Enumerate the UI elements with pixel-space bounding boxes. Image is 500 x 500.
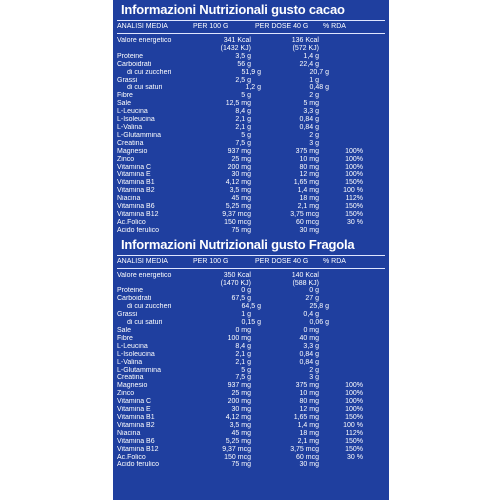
value-per-dose: 0,84 g bbox=[299, 350, 319, 358]
value-per-dose: 0,84 g bbox=[299, 123, 319, 131]
value-per-100g: 64,5 g bbox=[241, 303, 261, 311]
value-rda bbox=[333, 319, 373, 327]
table-row bbox=[117, 343, 385, 351]
table-row bbox=[117, 390, 385, 398]
value-per-100g: 341 Kcal bbox=[223, 37, 251, 44]
value-rda: 30 % bbox=[347, 453, 363, 461]
row-label: Grassi bbox=[117, 311, 138, 319]
value-per-dose: 0,84 g bbox=[299, 116, 319, 124]
value-rda: 30 % bbox=[347, 218, 363, 226]
row-label: Valore energetico bbox=[117, 37, 172, 44]
table-row bbox=[117, 406, 385, 414]
value-rda bbox=[323, 92, 363, 100]
value-rda: 100% bbox=[345, 382, 363, 390]
table-row bbox=[117, 287, 385, 295]
value-per-dose: 1,4 mg bbox=[297, 187, 319, 195]
value-rda: 100% bbox=[345, 171, 363, 179]
row-label: Vitamina E bbox=[117, 171, 151, 179]
header-per-100g: PER 100 G bbox=[193, 257, 229, 265]
value-rda bbox=[323, 37, 363, 45]
value-rda: 112% bbox=[345, 195, 363, 203]
value-per-100g: 3,5 mg bbox=[229, 421, 251, 429]
value-per-100g: 937 mg bbox=[227, 147, 251, 155]
row-label bbox=[117, 280, 193, 288]
value-per-100g: 56 g bbox=[237, 60, 251, 68]
nutrition-label-panel bbox=[113, 0, 389, 500]
value-per-100g: 4,12 mg bbox=[225, 413, 251, 421]
table-row bbox=[117, 179, 385, 187]
value-per-dose: 0 mg bbox=[303, 327, 319, 334]
value-rda bbox=[323, 295, 363, 303]
row-label: Valore energetico bbox=[117, 271, 172, 279]
value-per-dose: 2,1 mg bbox=[297, 203, 319, 211]
value-rda: 112% bbox=[345, 429, 363, 437]
value-per-100g: 2,1 g bbox=[235, 358, 251, 366]
table-row bbox=[117, 335, 385, 343]
row-label bbox=[117, 45, 193, 53]
value-rda bbox=[333, 84, 373, 92]
value-per-dose: 27 g bbox=[305, 295, 319, 303]
row-label: Vitamina B2 bbox=[117, 421, 155, 429]
value-per-100g: 937 mg bbox=[227, 382, 251, 390]
table-row bbox=[117, 171, 385, 179]
table-row bbox=[117, 382, 385, 390]
value-per-dose: 1,65 mg bbox=[293, 179, 319, 187]
value-rda bbox=[323, 461, 363, 469]
value-per-dose: 0,4 g bbox=[303, 311, 319, 319]
table-row bbox=[117, 351, 385, 359]
table-row bbox=[117, 227, 385, 235]
value-rda: 100% bbox=[345, 147, 363, 155]
table-row bbox=[117, 132, 385, 140]
value-per-100g: 30 mg bbox=[231, 171, 251, 179]
row-label: Vitamina B12 bbox=[117, 445, 159, 453]
value-rda bbox=[323, 343, 363, 351]
value-per-dose: 2 g bbox=[309, 366, 319, 374]
header-per-100g: PER 100 G bbox=[193, 23, 229, 30]
value-rda: 100% bbox=[345, 406, 363, 414]
table-row bbox=[117, 92, 385, 100]
value-per-dose: 3 g bbox=[309, 139, 319, 147]
value-rda bbox=[323, 311, 363, 319]
value-per-100g: 5,25 mg bbox=[225, 203, 251, 211]
row-label: Vitamina B6 bbox=[117, 437, 155, 445]
value-per-dose: 0 g bbox=[309, 287, 319, 295]
table-row bbox=[117, 148, 385, 156]
value-per-dose: (572 KJ) bbox=[292, 44, 319, 52]
table-row bbox=[117, 69, 385, 77]
value-per-100g: 4,12 mg bbox=[225, 179, 251, 187]
value-rda bbox=[323, 116, 363, 124]
row-label: Zinco bbox=[117, 155, 135, 163]
row-label: Ac.Folico bbox=[117, 453, 146, 461]
table-row bbox=[117, 414, 385, 422]
value-per-dose: 20,7 g bbox=[309, 68, 329, 76]
header-per-dose: PER DOSE 40 G bbox=[255, 257, 309, 265]
table-row bbox=[117, 446, 385, 454]
row-label: Proteine bbox=[117, 52, 144, 60]
value-per-100g: (1470 KJ) bbox=[220, 279, 251, 287]
row-label: di cui saturi bbox=[127, 84, 163, 92]
row-label: Vitamina C bbox=[117, 398, 152, 406]
row-label: Fibre bbox=[117, 334, 133, 342]
table-row bbox=[117, 164, 385, 172]
row-label: Magnesio bbox=[117, 147, 148, 155]
table-body bbox=[113, 269, 389, 470]
value-per-100g: 150 mcg bbox=[224, 453, 251, 461]
value-rda: 100 % bbox=[343, 421, 363, 429]
row-label: Carboidrati bbox=[117, 295, 152, 303]
header-per-dose: PER DOSE 40 G bbox=[255, 23, 309, 30]
value-per-dose: 3,3 g bbox=[303, 342, 319, 350]
table-row bbox=[117, 422, 385, 430]
row-label: Vitamina B1 bbox=[117, 413, 155, 421]
row-label: Vitamina B1 bbox=[117, 179, 155, 187]
value-per-100g: 51,9 g bbox=[241, 68, 261, 76]
table-row bbox=[117, 84, 385, 92]
table-row bbox=[117, 311, 385, 319]
section-title: Informazioni Nutrizionali gusto cacao bbox=[121, 2, 345, 17]
table-row bbox=[117, 461, 385, 469]
value-rda: 150% bbox=[345, 445, 363, 453]
row-label: Proteine bbox=[117, 287, 144, 295]
value-rda: 100 % bbox=[343, 187, 363, 195]
row-label: Vitamina B2 bbox=[117, 187, 155, 195]
value-rda bbox=[333, 69, 373, 77]
value-per-100g: 8,4 g bbox=[235, 342, 251, 350]
nutrition-section-cacao bbox=[113, 2, 389, 235]
value-per-dose: 12 mg bbox=[299, 406, 319, 414]
header-analysis: ANALISI MEDIA bbox=[117, 257, 168, 265]
row-label: di cui saturi bbox=[127, 319, 163, 327]
table-row bbox=[117, 367, 385, 375]
value-per-100g: 200 mg bbox=[227, 398, 251, 406]
value-per-dose: 136 Kcal bbox=[291, 37, 319, 44]
row-label: L-Valina bbox=[117, 123, 143, 131]
table-row bbox=[117, 37, 385, 45]
table-header bbox=[117, 255, 385, 269]
row-label: Vitamina B12 bbox=[117, 210, 159, 218]
value-per-dose: 0,48 g bbox=[309, 84, 329, 92]
value-rda bbox=[323, 227, 363, 235]
value-per-dose: 1,65 mg bbox=[293, 413, 319, 421]
row-label: di cui zuccheri bbox=[127, 68, 172, 76]
table-row bbox=[117, 295, 385, 303]
row-label: Fibre bbox=[117, 92, 133, 100]
table-row bbox=[117, 61, 385, 69]
value-per-100g: 25 mg bbox=[231, 390, 251, 398]
value-rda: 150% bbox=[345, 203, 363, 211]
value-per-100g: 9,37 mcg bbox=[222, 445, 251, 453]
row-label: Sale bbox=[117, 327, 132, 334]
row-label: Vitamina C bbox=[117, 163, 152, 171]
row-label: Creatina bbox=[117, 374, 144, 382]
value-rda bbox=[333, 303, 373, 311]
table-row bbox=[117, 398, 385, 406]
value-per-dose: 2,1 mg bbox=[297, 437, 319, 445]
value-per-dose: 3,75 mcg bbox=[290, 445, 319, 453]
value-per-100g: 150 mcg bbox=[224, 218, 251, 226]
table-row bbox=[117, 219, 385, 227]
value-per-dose: 1,4 g bbox=[303, 52, 319, 60]
value-per-dose: 40 mg bbox=[299, 334, 319, 342]
value-per-100g: 5 g bbox=[241, 92, 251, 100]
table-row bbox=[117, 374, 385, 382]
value-per-dose: 80 mg bbox=[299, 398, 319, 406]
table-row bbox=[117, 100, 385, 108]
value-per-100g: 75 mg bbox=[231, 461, 251, 469]
value-per-dose: 10 mg bbox=[299, 155, 319, 163]
row-label: Magnesio bbox=[117, 382, 148, 390]
value-per-dose: 375 mg bbox=[295, 147, 319, 155]
value-per-100g: 8,4 g bbox=[235, 108, 251, 116]
table-row bbox=[117, 116, 385, 124]
row-label: Vitamina E bbox=[117, 406, 151, 414]
table-row bbox=[117, 272, 385, 280]
value-per-dose: 0,84 g bbox=[299, 358, 319, 366]
value-per-dose: 0,06 g bbox=[309, 319, 329, 327]
table-row bbox=[117, 359, 385, 367]
table-row bbox=[117, 438, 385, 446]
value-per-dose: 3,75 mcg bbox=[290, 210, 319, 218]
value-per-dose: 80 mg bbox=[299, 163, 319, 171]
value-per-dose: 1 g bbox=[309, 76, 319, 84]
row-label: Carboidrati bbox=[117, 60, 152, 68]
row-label: Acido ferulico bbox=[117, 226, 160, 234]
value-per-100g: 7,5 g bbox=[235, 139, 251, 147]
value-per-100g: (1432 KJ) bbox=[220, 44, 251, 52]
value-rda bbox=[323, 77, 363, 85]
table-row bbox=[117, 280, 385, 288]
nutrition-section-fragola bbox=[113, 237, 389, 470]
table-header bbox=[117, 20, 385, 34]
value-per-100g: 1,2 g bbox=[245, 84, 261, 92]
row-label: Zinco bbox=[117, 390, 135, 398]
table-row bbox=[117, 327, 385, 335]
row-label: L-Glutammina bbox=[117, 131, 161, 139]
value-per-100g: 2,5 g bbox=[235, 76, 251, 84]
value-per-dose: 60 mcg bbox=[296, 453, 319, 461]
value-rda bbox=[323, 140, 363, 148]
table-row bbox=[117, 430, 385, 438]
value-per-dose: 60 mcg bbox=[296, 218, 319, 226]
value-per-dose: 2 g bbox=[309, 92, 319, 100]
value-per-100g: 2,1 g bbox=[235, 123, 251, 131]
value-per-dose: 1,4 mg bbox=[297, 421, 319, 429]
value-per-dose: 12 mg bbox=[299, 171, 319, 179]
value-rda: 150% bbox=[345, 437, 363, 445]
row-label: Niacina bbox=[117, 195, 141, 203]
value-per-dose: 3,3 g bbox=[303, 108, 319, 116]
value-per-100g: 2,1 g bbox=[235, 350, 251, 358]
row-label: Grassi bbox=[117, 76, 138, 84]
value-per-100g: 3,5 g bbox=[235, 52, 251, 60]
value-per-100g: 25 mg bbox=[231, 155, 251, 163]
value-per-100g: 2,1 g bbox=[235, 116, 251, 124]
value-rda bbox=[323, 108, 363, 116]
value-rda bbox=[323, 367, 363, 375]
value-per-dose: 22,4 g bbox=[299, 60, 319, 68]
value-rda bbox=[323, 327, 363, 335]
row-label: L-Leucina bbox=[117, 342, 148, 350]
value-per-100g: 5 g bbox=[241, 366, 251, 374]
value-rda bbox=[323, 132, 363, 140]
value-rda bbox=[323, 100, 363, 108]
row-label: L-Leucina bbox=[117, 108, 148, 116]
value-rda: 100% bbox=[345, 390, 363, 398]
value-rda bbox=[323, 351, 363, 359]
table-row bbox=[117, 77, 385, 85]
value-per-dose: 2 g bbox=[309, 131, 319, 139]
row-label: Niacina bbox=[117, 429, 141, 437]
value-per-100g: 0 g bbox=[241, 287, 251, 295]
value-rda bbox=[323, 359, 363, 367]
row-label: Creatina bbox=[117, 139, 144, 147]
value-per-100g: 9,37 mcg bbox=[222, 210, 251, 218]
row-label: L-Isoleucina bbox=[117, 116, 155, 124]
value-per-100g: 67,5 g bbox=[231, 295, 251, 303]
value-per-dose: 140 Kcal bbox=[291, 271, 319, 279]
value-rda: 100% bbox=[345, 163, 363, 171]
value-per-100g: 3,5 mg bbox=[229, 187, 251, 195]
value-rda bbox=[323, 335, 363, 343]
value-rda: 150% bbox=[345, 210, 363, 218]
table-row bbox=[117, 203, 385, 211]
header-rda: % RDA bbox=[323, 257, 346, 265]
value-per-dose: 25,8 g bbox=[309, 303, 329, 311]
table-row bbox=[117, 211, 385, 219]
table-row bbox=[117, 187, 385, 195]
value-per-dose: 18 mg bbox=[299, 195, 319, 203]
table-row bbox=[117, 45, 385, 53]
table-row bbox=[117, 124, 385, 132]
row-label: L-Isoleucina bbox=[117, 350, 155, 358]
value-per-dose: 18 mg bbox=[299, 429, 319, 437]
table-row bbox=[117, 454, 385, 462]
value-rda bbox=[323, 287, 363, 295]
value-per-100g: 1 g bbox=[241, 311, 251, 319]
value-per-dose: (588 KJ) bbox=[292, 279, 319, 287]
value-rda: 100% bbox=[345, 398, 363, 406]
value-per-dose: 5 mg bbox=[303, 100, 319, 108]
value-rda: 100% bbox=[345, 155, 363, 163]
row-label: Ac.Folico bbox=[117, 218, 146, 226]
value-per-100g: 75 mg bbox=[231, 226, 251, 234]
value-per-dose: 30 mg bbox=[299, 226, 319, 234]
header-rda: % RDA bbox=[323, 23, 346, 30]
table-row bbox=[117, 319, 385, 327]
header-analysis: ANALISI MEDIA bbox=[117, 23, 168, 30]
value-rda bbox=[323, 272, 363, 280]
value-rda bbox=[323, 45, 363, 53]
row-label: di cui zuccheri bbox=[127, 303, 172, 311]
table-row bbox=[117, 303, 385, 311]
row-label: Vitamina B6 bbox=[117, 203, 155, 211]
row-label: Acido ferulico bbox=[117, 461, 160, 469]
value-per-100g: 100 mg bbox=[227, 334, 251, 342]
value-per-100g: 45 mg bbox=[231, 195, 251, 203]
table-body bbox=[113, 34, 389, 235]
value-rda: 150% bbox=[345, 413, 363, 421]
value-per-dose: 30 mg bbox=[299, 461, 319, 469]
table-row bbox=[117, 140, 385, 148]
value-rda bbox=[323, 280, 363, 288]
value-per-100g: 30 mg bbox=[231, 406, 251, 414]
row-label: L-Valina bbox=[117, 358, 143, 366]
value-per-100g: 200 mg bbox=[227, 163, 251, 171]
value-per-100g: 0,15 g bbox=[241, 319, 261, 327]
value-rda: 150% bbox=[345, 179, 363, 187]
value-rda bbox=[323, 61, 363, 69]
value-per-dose: 10 mg bbox=[299, 390, 319, 398]
value-per-100g: 0 mg bbox=[235, 327, 251, 334]
row-label: Sale bbox=[117, 100, 132, 108]
value-rda bbox=[323, 374, 363, 382]
value-per-dose: 3 g bbox=[309, 374, 319, 382]
value-rda bbox=[323, 124, 363, 132]
value-per-100g: 12,5 mg bbox=[225, 100, 251, 108]
table-row bbox=[117, 195, 385, 203]
table-row bbox=[117, 53, 385, 61]
table-row bbox=[117, 156, 385, 164]
section-title: Informazioni Nutrizionali gusto Fragola bbox=[121, 236, 355, 252]
row-label: L-Glutammina bbox=[117, 366, 161, 374]
table-row bbox=[117, 108, 385, 116]
value-per-100g: 45 mg bbox=[231, 429, 251, 437]
value-per-dose: 375 mg bbox=[295, 382, 319, 390]
value-per-100g: 5 g bbox=[241, 131, 251, 139]
value-rda bbox=[323, 53, 363, 61]
value-per-100g: 350 Kcal bbox=[223, 271, 251, 279]
value-per-100g: 7,5 g bbox=[235, 374, 251, 382]
value-per-100g: 5,25 mg bbox=[225, 437, 251, 445]
